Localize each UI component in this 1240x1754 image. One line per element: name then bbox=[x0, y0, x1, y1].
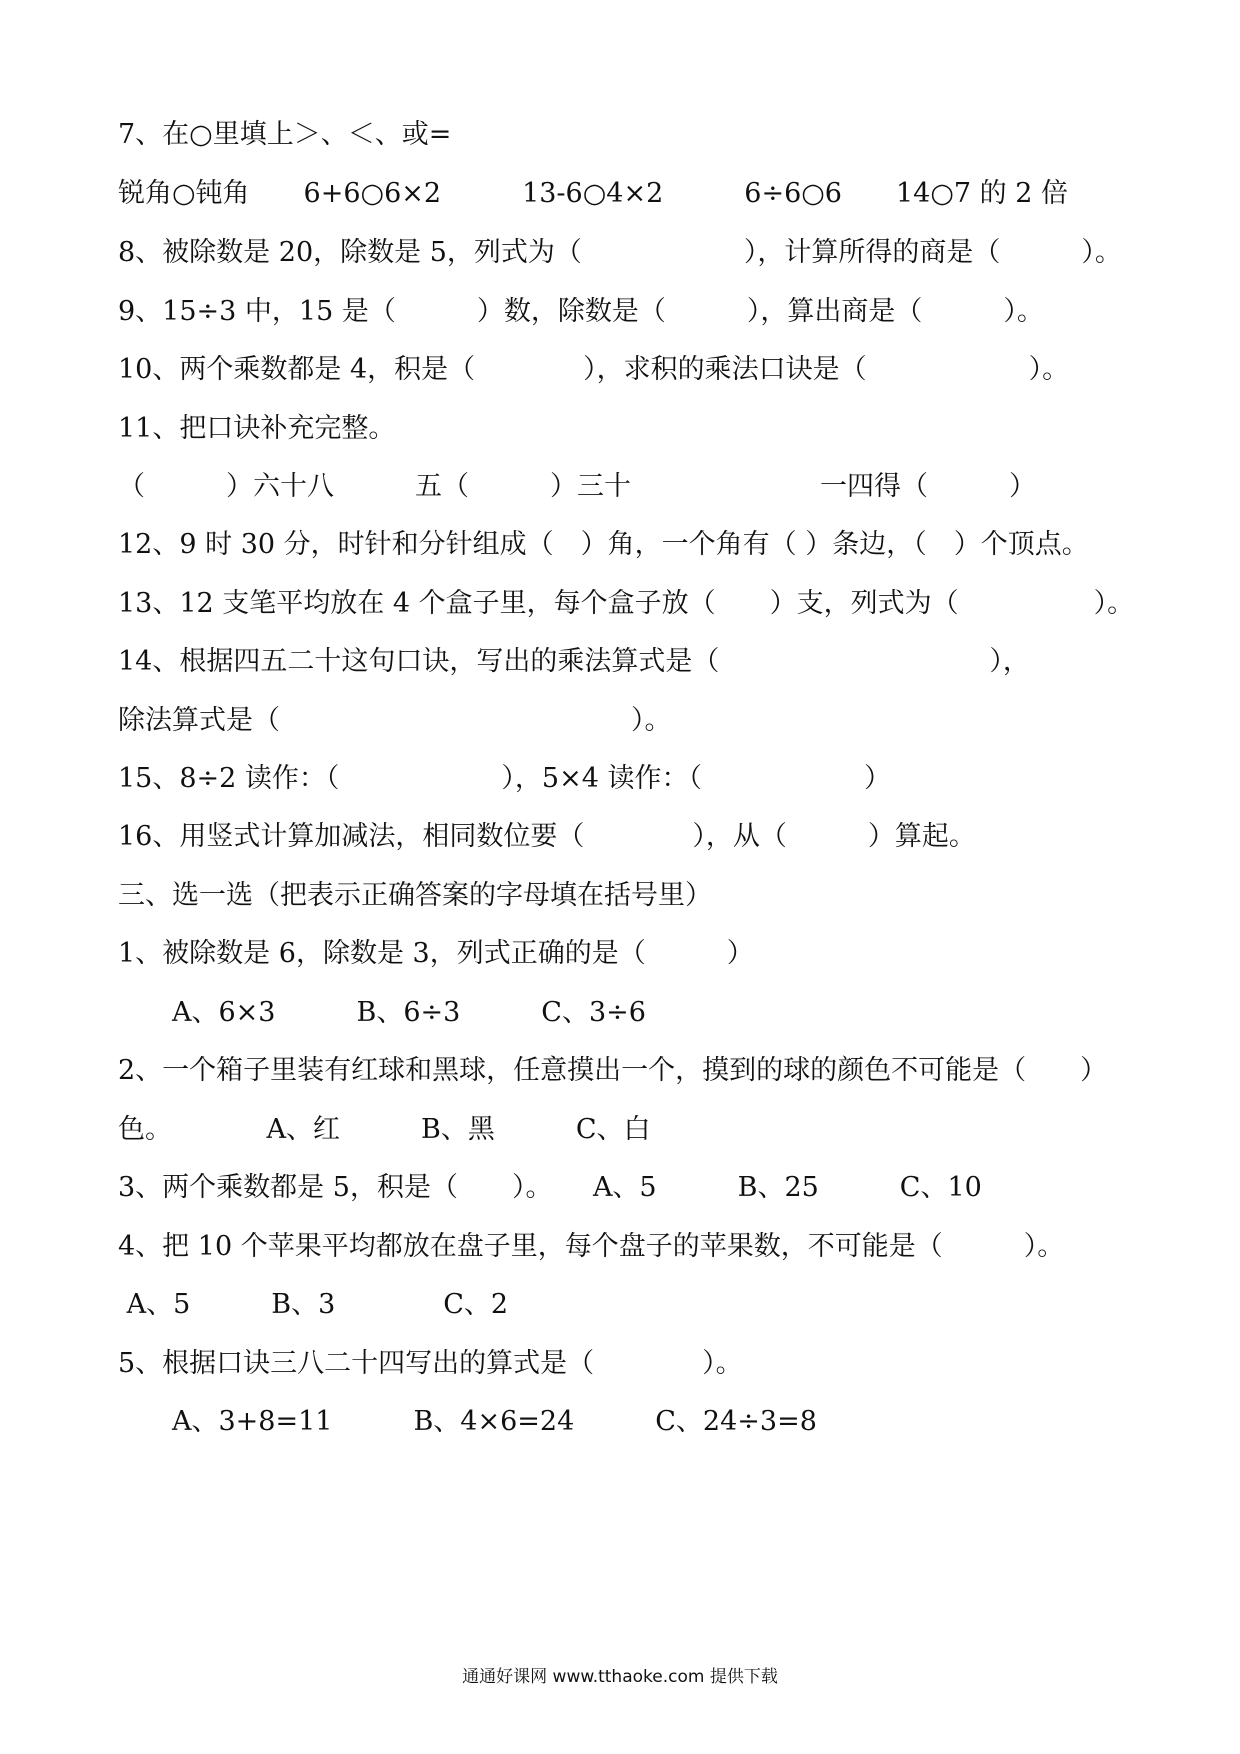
question-8: 8、被除数是 20，除数是 5，列式为（ ），计算所得的商是（ ）。 bbox=[118, 237, 1122, 268]
question-9: 9、15÷3 中，15 是（ ）数，除数是（ ），算出商是（ ）。 bbox=[118, 296, 1044, 327]
question-14: 14、根据四五二十这句口诀，写出的乘法算式是（ ）， bbox=[118, 646, 1030, 677]
question-7: 7、在○里填上＞、＜、或= bbox=[118, 119, 452, 150]
choice-4-options: A、5 B、3 C、2 bbox=[118, 1289, 509, 1320]
choice-2-options: 色。 A、红 B、黑 C、白 bbox=[118, 1114, 651, 1145]
choice-3: 3、两个乘数都是 5，积是（ ）。 A、5 B、25 C、10 bbox=[118, 1172, 982, 1203]
choice-1: 1、被除数是 6，除数是 3，列式正确的是（ ） bbox=[118, 938, 754, 969]
question-7-items: 锐角○钝角 6+6○6×2 13-6○4×2 6÷6○6 14○7 的 2 倍 bbox=[118, 178, 1069, 209]
question-10: 10、两个乘数都是 4，积是（ ），求积的乘法口诀是（ ）。 bbox=[118, 354, 1070, 385]
question-16: 16、用竖式计算加减法，相同数位要（ ），从（ ）算起。 bbox=[118, 821, 976, 852]
choice-5: 5、根据口诀三八二十四写出的算式是（ ）。 bbox=[118, 1348, 743, 1379]
question-12: 12、9 时 30 分，时针和分针组成（ ）角，一个角有（ ）条边，（ ）个顶点。 bbox=[118, 529, 1089, 560]
footer-source: 通通好课网 www.tthaoke.com 提供下载 bbox=[462, 1667, 778, 1687]
question-13: 13、12 支笔平均放在 4 个盒子里，每个盒子放（ ）支，列式为（ ）。 bbox=[118, 588, 1135, 619]
question-15: 15、8÷2 读作：（ ），5×4 读作：（ ） bbox=[118, 763, 891, 794]
choice-1-options: A、6×3 B、6÷3 C、3÷6 bbox=[118, 997, 646, 1028]
choice-4: 4、把 10 个苹果平均都放在盘子里，每个盘子的苹果数，不可能是（ ）。 bbox=[118, 1231, 1065, 1262]
question-11: 11、把口诀补充完整。 bbox=[118, 413, 396, 444]
question-11-items: （ ）六十八 五（ ）三十 一四得（ ） bbox=[118, 471, 1036, 502]
choice-2: 2、一个箱子里装有红球和黑球，任意摸出一个，摸到的球的颜色不可能是（ ） bbox=[118, 1055, 1108, 1086]
choice-5-options: A、3+8=11 B、4×6=24 C、24÷3=8 bbox=[118, 1406, 817, 1437]
section-3-heading: 三、选一选（把表示正确答案的字母填在括号里） bbox=[118, 880, 712, 911]
question-14-cont: 除法算式是（ ）。 bbox=[118, 705, 672, 736]
